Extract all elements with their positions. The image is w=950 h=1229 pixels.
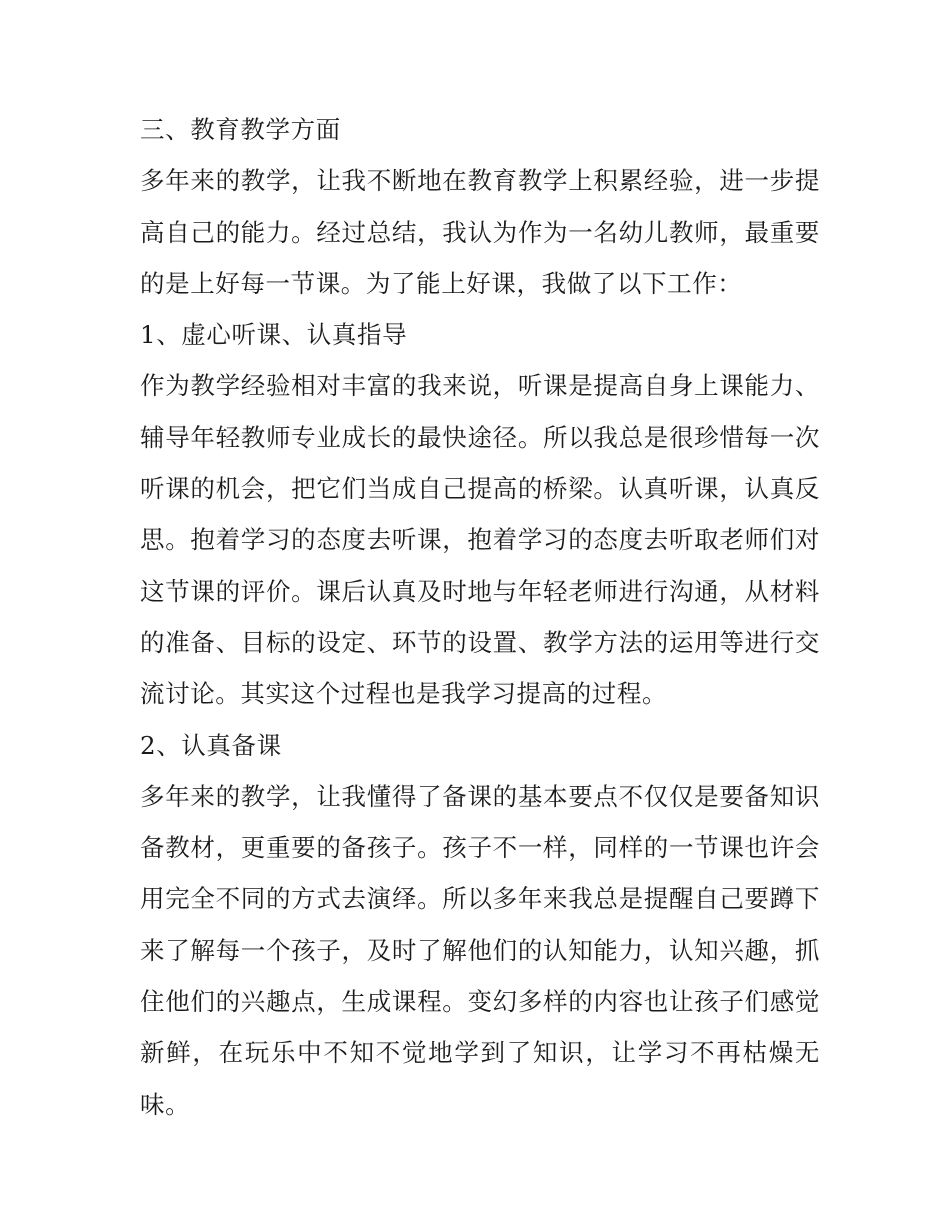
subsection-heading: 2、认真备课: [140, 730, 282, 760]
section-heading: 三、教育教学方面: [140, 115, 341, 144]
document-body: [140, 104, 820, 1130]
body-paragraph: 多年来的教学，让我不断地在教育教学上积累经验，进一步提高自己的能力。经过总结，我认为作为一名幼儿教师，最重要的是上好每一节课。为了能上好课，我做了以下工作：: [140, 166, 820, 298]
body-paragraph: 作为教学经验相对丰富的我来说，听课是提高自身上课能力、辅导年轻教师专业成长的最快途径。所以我总是很珍惜每一次听课的机会，把它们当成自己提高的桥梁。认真听课，认真反思。抱着学习的态度去听课，抱着学习的态度去听取老师们对这节课的评价。课后认真及时地与年轻老师进行沟通，从材料的准备、目标的设定、环节的设置、教学方法的运用等进行交流讨论。其实这个过程也是我学习提高的过程。: [140, 371, 820, 709]
body-paragraph: 多年来的教学，让我懂得了备课的基本要点不仅仅是要备知识备教材，更重要的备孩子。孩子不一样，同样的一节课也许会用完全不同的方式去演绎。所以多年来我总是提醒自己要蹲下来了解每一个孩子，及时了解他们的认知能力，认知兴趣，抓住他们的兴趣点，生成课程。变幻多样的内容也让孩子们感觉新鲜，在玩乐中不知不觉地学到了知识，让学习不再枯燥无味。: [140, 781, 820, 1119]
subsection-heading: 1、虚心听课、认真指导: [140, 320, 408, 350]
